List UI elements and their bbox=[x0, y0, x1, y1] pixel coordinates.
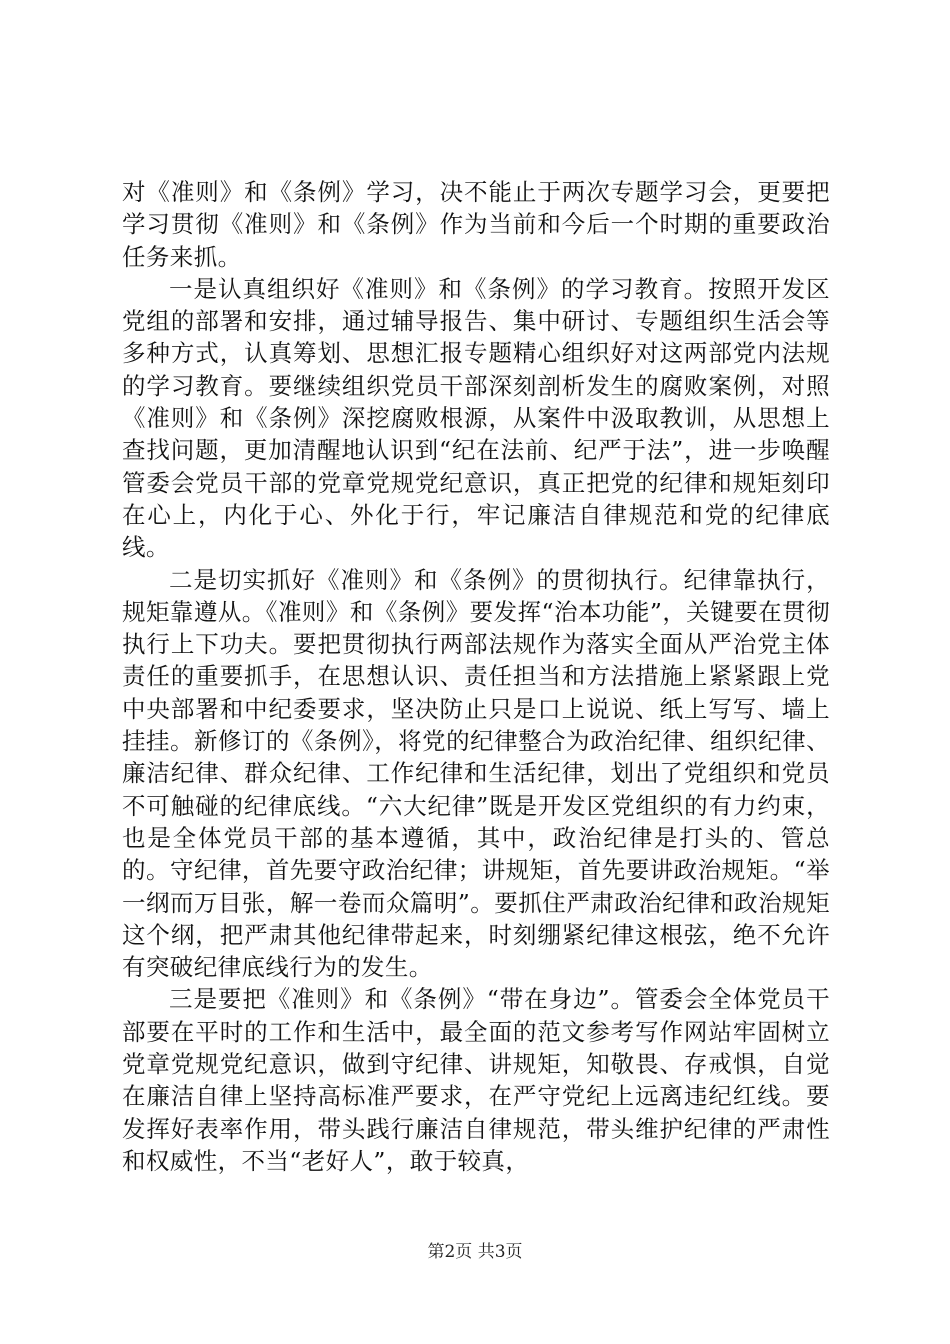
page-footer: 第2页 共3页 bbox=[427, 1242, 523, 1262]
body-text bbox=[122, 176, 830, 1177]
paragraph-point-two: 二是切实抓好《准则》和《条例》的贯彻执行。纪律靠执行，规矩靠遵从。《准则》和《条例》要发挥“治本功能”，关键要在贯彻执行上下功夫。要把贯彻执行两部法规作为落实全面从严治党主体责任的重要抓手，在思想认识、责任担当和方法措施上紧紧跟上党中央部署和中纪委要求，坚决防止只是口上说说、纸上写写、墙上挂挂。新修订的《条例》，将党的纪律整合为政治纪律、组织纪律、廉洁纪律、群众纪律、工作纪律和生活纪律，划出了党组织和党员不可触碰的纪律底线。“六大纪律”既是开发区党组织的有力约束，也是全体党员干部的基本遵循，其中，政治纪律是打头的、管总的。守纪律，首先要守政治纪律；讲规矩，首先要讲政治规矩。“举一纲而万目张，解一卷而众篇明”。要抓住严肃政治纪律和政治规矩这个纲，把严肃其他纪律带起来，时刻绷紧纪律这根弦，绝不允许有突破纪律底线行为的发生。 bbox=[122, 565, 830, 982]
paragraph-point-one: 一是认真组织好《准则》和《条例》的学习教育。按照开发区党组的部署和安排，通过辅导报告、集中研讨、专题组织生活会等多种方式，认真筹划、思想汇报专题精心组织好对这两部党内法规的学习教育。要继续组织党员干部深刻剖析发生的腐败案例，对照《准则》和《条例》深挖腐败根源，从案件中汲取教训，从思想上查找问题，更加清醒地认识到“纪在法前、纪严于法”，进一步唤醒管委会党员干部的党章党规党纪意识，真正把党的纪律和规矩刻印在心上，内化于心、外化于行，牢记廉洁自律规范和党的纪律底线。 bbox=[122, 274, 830, 562]
paragraph-point-three: 三是要把《准则》和《条例》“带在身边”。管委会全体党员干部要在平时的工作和生活中，最全面的范文参考写作网站牢固树立党章党规党纪意识，做到守纪律、讲规矩，知敬畏、存戒惧，自觉在廉洁自律上坚持高标准严要求，在严守党纪上远离违纪红线。要发挥好表率作用，带头践行廉洁自律规范，带头维护纪律的严肃性和权威性，不当“老好人”，敢于较真， bbox=[122, 985, 830, 1175]
paragraph-intro: 对《准则》和《条例》学习，决不能止于两次专题学习会，更要把学习贯彻《准则》和《条例》作为当前和今后一个时期的重要政治任务来抓。 bbox=[122, 178, 830, 271]
